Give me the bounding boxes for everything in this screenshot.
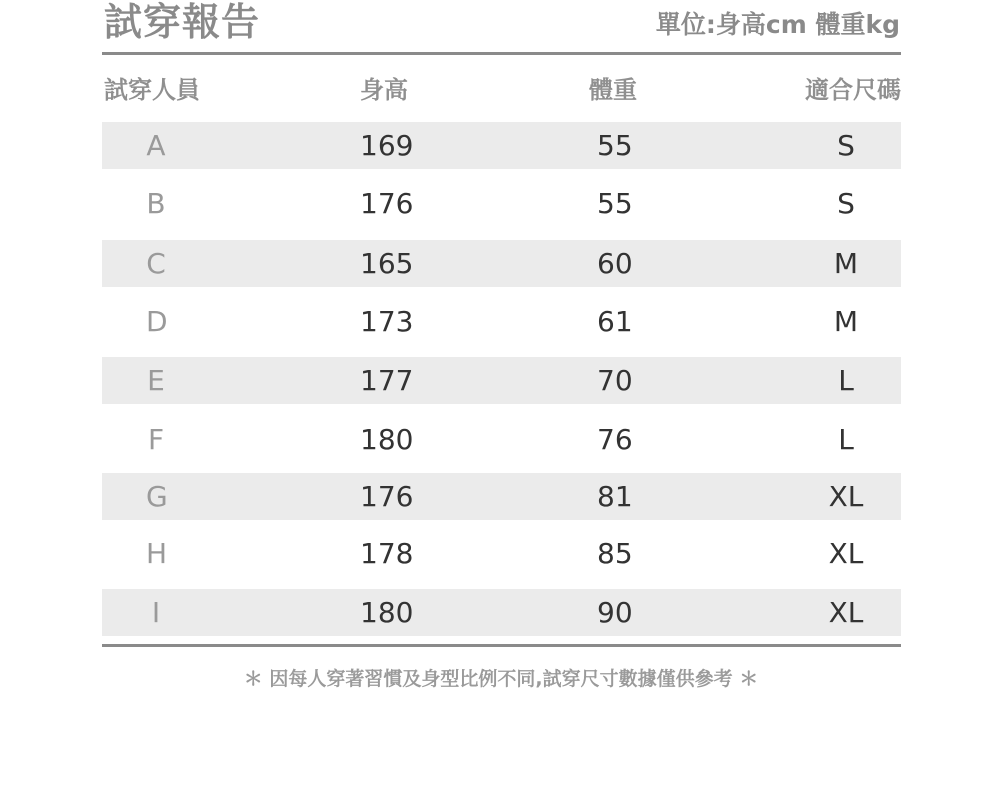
height-cell: 165 [360, 247, 414, 280]
person-cell: D [146, 305, 168, 338]
weight-cell: 85 [597, 537, 633, 570]
height-cell: 173 [360, 305, 414, 338]
person-cell: H [146, 537, 168, 570]
size-cell: S [837, 129, 855, 162]
height-cell: 176 [360, 480, 414, 513]
size-cell: L [838, 423, 854, 456]
table-row [102, 357, 901, 404]
size-cell: XL [828, 596, 864, 629]
table-row [102, 530, 901, 577]
size-cell: XL [828, 537, 864, 570]
weight-cell: 90 [597, 596, 633, 629]
bottom-divider [102, 644, 901, 647]
person-cell: I [151, 596, 161, 629]
height-cell: 178 [360, 537, 414, 570]
weight-cell: 60 [597, 247, 633, 280]
size-cell: M [833, 305, 859, 338]
person-cell: G [146, 480, 168, 513]
height-cell: 176 [360, 187, 414, 220]
weight-cell: 76 [597, 423, 633, 456]
table-row [102, 416, 901, 463]
disclaimer-note: ＊ 因每人穿著習慣及身型比例不同,試穿尺寸數據僅供參考 ＊ [243, 668, 759, 690]
column-header-size: 適合尺碼 [805, 76, 901, 104]
size-cell: S [837, 187, 855, 220]
height-cell: 180 [360, 596, 414, 629]
weight-cell: 70 [597, 364, 633, 397]
weight-cell: 55 [597, 187, 633, 220]
column-header-person: 試穿人員 [104, 76, 200, 104]
height-cell: 177 [360, 364, 414, 397]
table-row [102, 180, 901, 227]
column-header-height: 身高 [360, 76, 408, 104]
person-cell: E [147, 364, 165, 397]
table-row [102, 298, 901, 345]
table-header [102, 70, 901, 110]
unit-label: 單位:身高cm 體重kg [655, 10, 900, 39]
table-row [102, 589, 901, 636]
person-cell: C [146, 247, 166, 280]
size-cell: L [838, 364, 854, 397]
size-cell: M [833, 247, 859, 280]
table-row [102, 122, 901, 169]
person-cell: B [146, 187, 166, 220]
height-cell: 180 [360, 423, 414, 456]
table-row [102, 240, 901, 287]
weight-cell: 61 [597, 305, 633, 338]
top-divider [102, 52, 901, 55]
report-title: 試穿報告 [104, 0, 261, 44]
weight-cell: 55 [597, 129, 633, 162]
height-cell: 169 [360, 129, 414, 162]
table-row [102, 473, 901, 520]
person-cell: F [147, 423, 165, 456]
person-cell: A [146, 129, 166, 162]
size-cell: XL [828, 480, 864, 513]
weight-cell: 81 [597, 480, 633, 513]
column-header-weight: 體重 [589, 76, 637, 104]
